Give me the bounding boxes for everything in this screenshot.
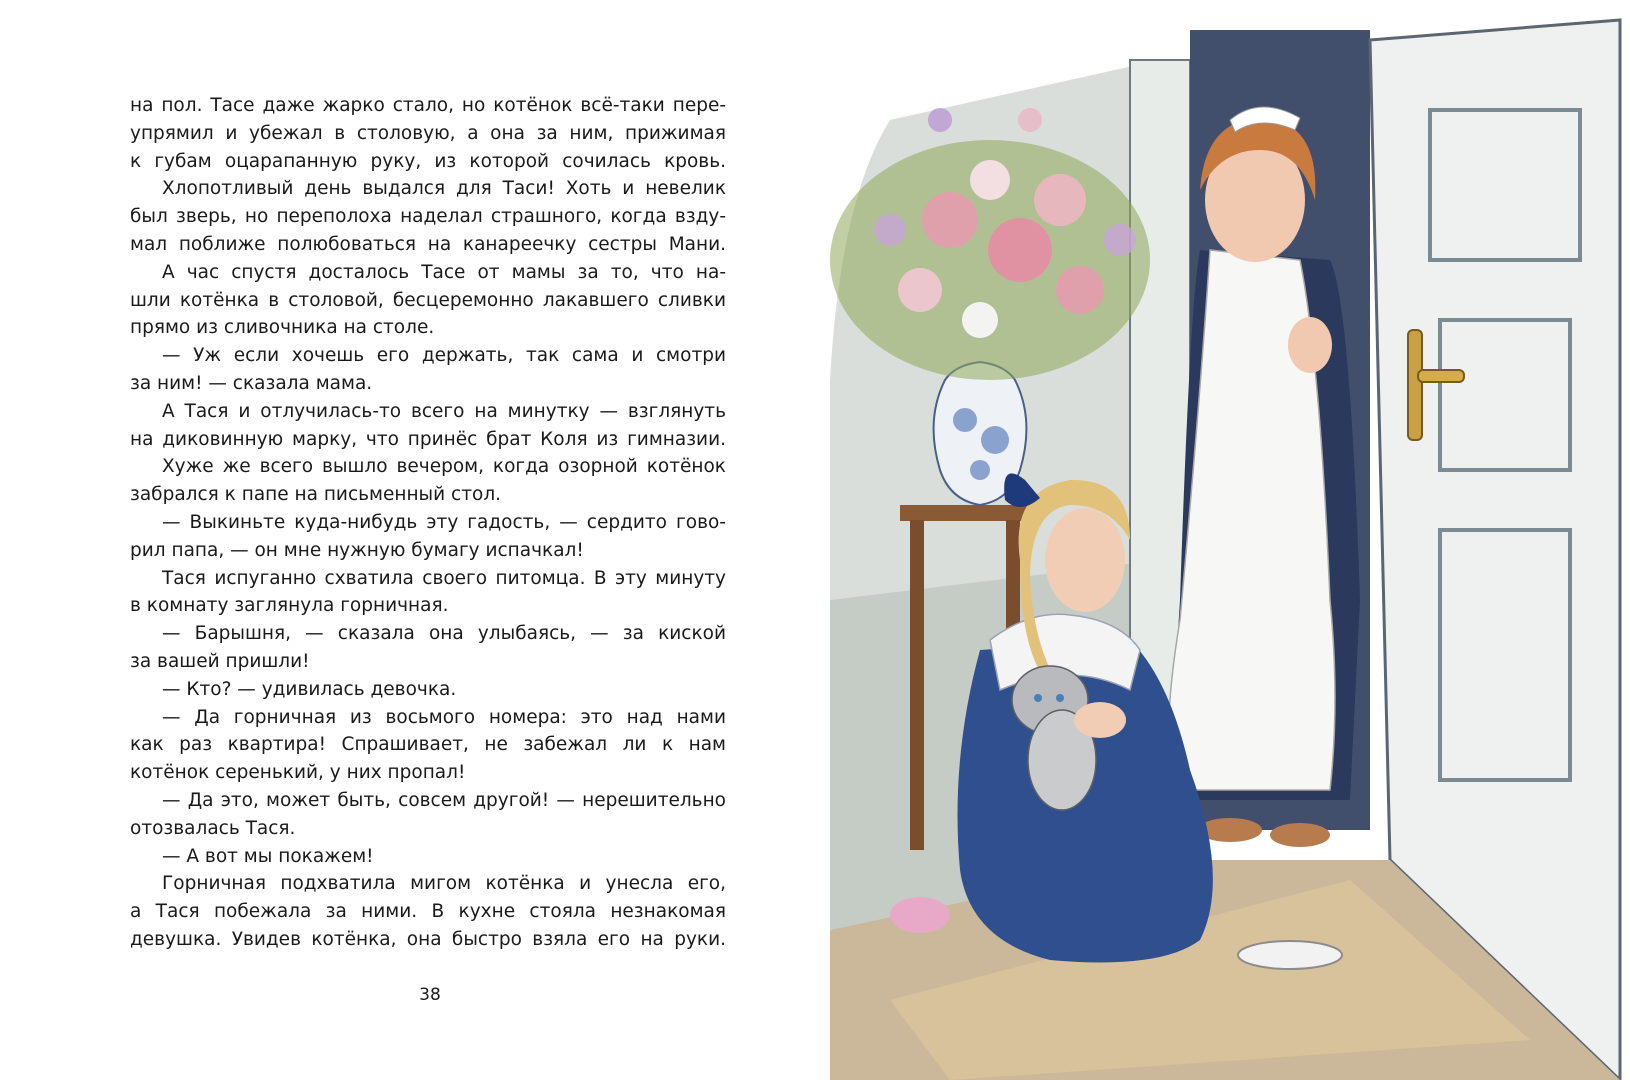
text-line: девушка. Увидев котёнка, она быстро взяла его на руки. [130,928,726,950]
text-line: Хлопотливый день выдался для Таси! Хоть и невелик [162,178,726,200]
page-number: 38 [419,985,441,1005]
text-line: а Тася побежала за ними. В кухне стояла незнакомая [130,901,726,923]
plant-stand-top [900,505,1030,521]
vase-pattern [981,426,1009,454]
text-line: — А вот мы покажем! [162,845,374,867]
text-line: прямо из сливочника на столе. [130,317,435,339]
text-line: Тася испуганно схватила своего питомца. В эту минуту [162,567,726,589]
illustration-page [830,0,1630,1080]
text-line: — Да это, может быть, совсем другой! — нерешительно [162,789,726,811]
vase-pattern [970,460,990,480]
text-line: к губам оцарапанную руку, из которой сочилась кровь. [130,150,726,172]
text-line: А час спустя досталось Тасе от мамы за то, что на- [162,261,726,283]
girl-shoe [890,897,950,933]
text-line: в комнату заглянула горничная. [130,595,449,617]
text-line: Хуже же всего вышло вечером, когда озорной котёнок [162,456,726,478]
text-line: котёнок серенький, у них пропал! [130,762,466,784]
girl-hand [1074,702,1126,738]
text-line: рил папа, — он мне нужную бумагу испачкал! [130,539,584,561]
vase-pattern [953,408,977,432]
text-line: — Барышня, — сказала она улыбаясь, — за киской [162,623,726,645]
text-line: был зверь, но переполоха наделал страшного, когда взду- [130,206,726,228]
maid-and-girl-illustration [830,0,1630,1080]
story-text [130,92,726,954]
saucer [1238,941,1342,969]
plant-stand-leg-left [910,520,924,850]
text-line: упрямил и убежал в столовую, а она за ним, прижимая [130,122,726,144]
text-line: — Кто? — удивилась девочка. [162,678,457,700]
girl-face [1045,508,1125,612]
maid-hand [1288,317,1332,373]
door-handle [1418,370,1464,382]
text-line: мал поближе полюбоваться на канареечку сестры Мани. [130,233,726,255]
maid-shoe [1270,823,1330,847]
text-line: — Уж если хочешь его держать, так сама и смотри [162,345,726,367]
text-line: забрался к папе на письменный стол. [130,484,502,506]
text-line: на диковинную марку, что принёс брат Коля из гимназии. [130,428,726,450]
text-line: на пол. Тасе даже жарко стало, но котёнок всё-таки пере- [130,95,726,116]
text-line: отозвалась Тася. [130,817,296,839]
text-line: — Выкиньте куда-нибудь эту гадость, — сердито гово- [162,511,726,533]
door-handle-plate [1408,330,1422,440]
text-line: Горничная подхватила мигом котёнка и унесла его, [162,873,726,895]
text-line: — Да горничная из восьмого номера: это над нами [162,706,726,728]
text-line: шли котёнка в столовой, бесцеремонно лакавшего сливки [130,289,726,311]
text-line: А Тася и отлучилась-то всего на минутку — взглянуть [162,400,726,422]
text-line: за ним! — сказала мама. [130,372,373,394]
text-line: как раз квартира! Спрашивает, не забежал ли к нам [130,734,726,756]
text-line: за вашей пришли! [130,650,310,672]
kitten-eye [1034,694,1042,702]
kitten-eye [1056,694,1064,702]
